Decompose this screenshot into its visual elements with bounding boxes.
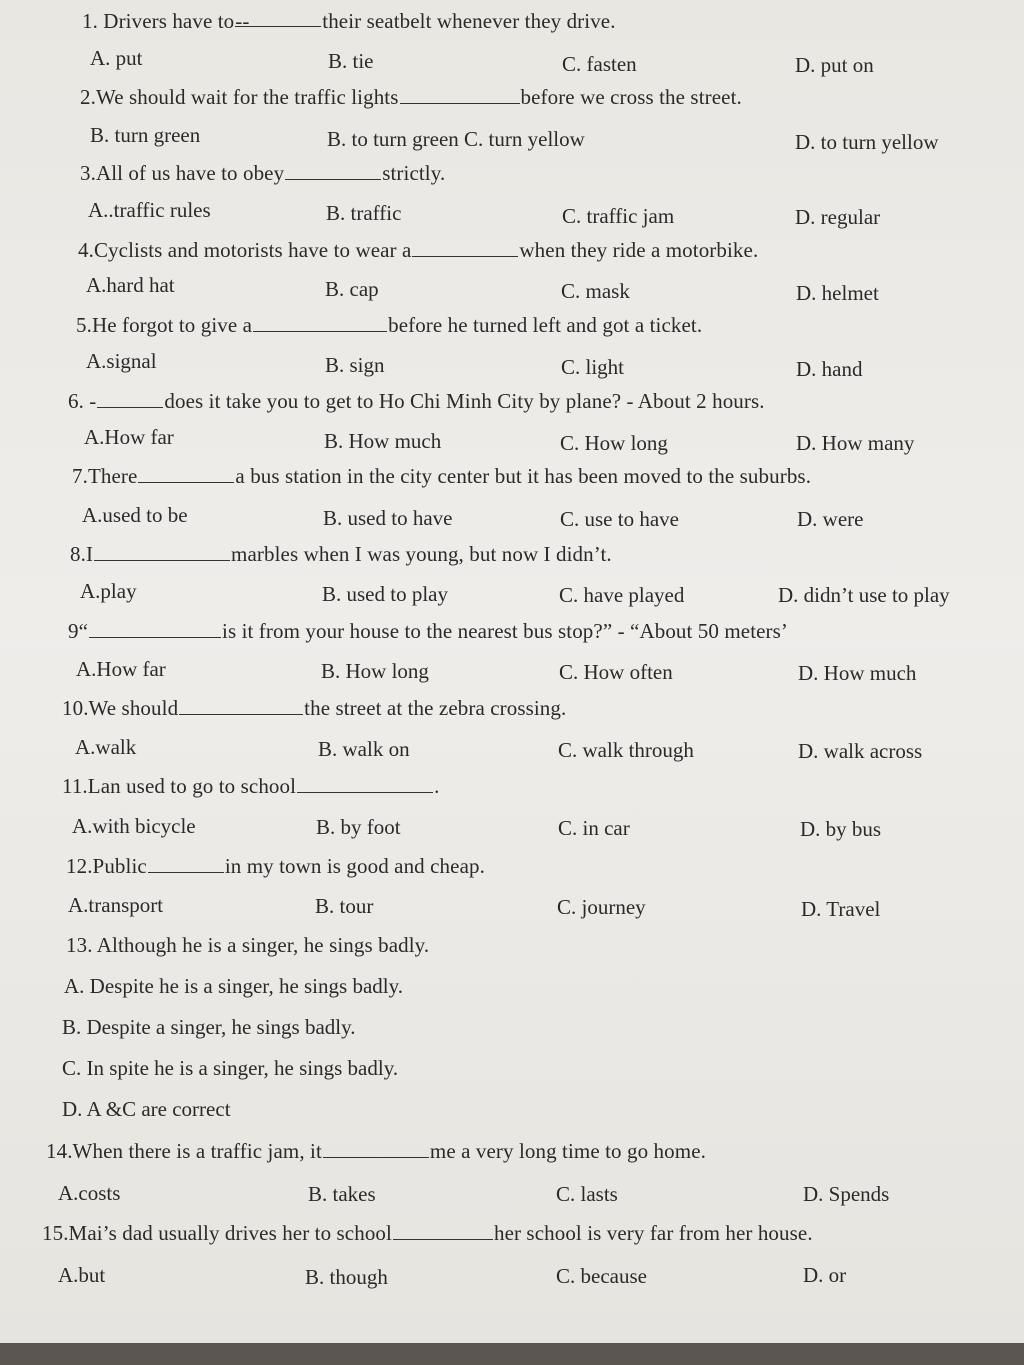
option-a: A.How far [84,425,174,449]
option-a: A. put [90,46,143,70]
option-d: D. Travel [801,897,881,921]
option-a: A.but [58,1263,106,1287]
question-5 [76,312,702,338]
question-text: 5.He forgot to give a [76,313,253,337]
option-c: C. traffic jam [562,204,675,228]
question-text: 14.When there is a traffic jam, it [46,1139,322,1163]
question-text: before he turned left and got a ticket. [388,313,703,337]
option-b: B. traffic [326,201,402,225]
question-text: 13. Although he is a singer, he sings badly. [66,933,430,957]
option-a: A.signal [86,349,157,373]
answer-blank [253,313,387,332]
question-text: is it from your house to the nearest bus stop?” - “About 50 meters’ [222,619,789,643]
option-b: B. used to play [322,582,448,606]
option-d: D. by bus [800,817,882,841]
answer-blank [235,8,321,33]
option-c: C. In spite he is a singer, he sings badly. [62,1056,399,1080]
answer-blank [393,1221,493,1240]
question-3 [80,160,445,186]
option-a: A.walk [75,735,137,759]
option-b: B. Despite a singer, he sings badly. [62,1015,356,1039]
option-d: D. walk across [798,739,923,763]
option-c: C. mask [561,279,630,303]
question-text: 15.Mai’s dad usually drives her to school [42,1221,392,1245]
option-a: A.costs [58,1181,121,1205]
option-d: D. Spends [803,1182,890,1206]
question-text: 8.I [70,542,94,566]
option-b: B. tie [328,49,374,73]
option-b-c: B. to turn green C. turn yellow [327,127,585,151]
question-text: me a very long time to go home. [429,1139,706,1163]
option-b: B. tour [315,894,374,918]
answer-blank [400,85,520,104]
question-9 [68,618,788,644]
question-text: 2.We should wait for the traffic lights [80,85,399,109]
option-c: C. walk through [558,738,694,762]
question-text: their seatbelt whenever they drive. [322,9,616,33]
question-text: 1. Drivers have to [82,9,235,33]
option-c: C. How often [559,660,673,684]
question-7 [72,463,811,489]
option-b: B. by foot [316,815,401,839]
question-text: 6. - [68,389,97,413]
option-a: A.with bicycle [72,814,196,838]
answer-blank [89,619,221,638]
question-text: 10.We should [62,696,179,720]
question-text: in my town is good and cheap. [224,854,485,878]
option-a: A.transport [68,893,164,917]
option-d: D. were [797,507,864,531]
question-text: 9“ [68,619,89,643]
option-d: D. A &C are correct [62,1097,231,1121]
option-b: B. though [305,1265,388,1289]
option-b: B. takes [308,1182,376,1206]
question-8 [70,541,612,567]
question-text: before we cross the street. [520,85,742,109]
option-a: A. Despite he is a singer, he sings badly. [64,974,403,998]
question-text: when they ride a motorbike. [519,238,759,262]
question-text: strictly. [382,161,446,185]
option-d: D. didn’t use to play [778,583,950,607]
option-c: C. How long [560,431,668,455]
option-a: A.How far [76,657,166,681]
answer-blank [138,464,234,483]
answer-blank [297,774,433,793]
question-text: 4.Cyclists and motorists have to wear a [78,238,412,262]
answer-blank [285,161,381,180]
option-a: A..traffic rules [88,198,211,222]
option-d: D. to turn yellow [795,130,939,154]
answer-blank [148,854,224,873]
option-b: B. sign [325,353,385,377]
question-text: the street at the zebra crossing. [304,696,567,720]
question-13 [66,932,429,958]
question-14 [46,1138,706,1164]
option-c: C. because [556,1264,647,1288]
option-b: B. cap [325,277,379,301]
option-b: B. walk on [318,737,410,761]
option-a: A.play [80,579,137,603]
page-bottom-shadow [0,1343,1024,1365]
question-text: 12.Public [66,854,147,878]
answer-blank [179,696,303,715]
answer-blank [97,389,163,408]
option-c: C. fasten [562,52,637,76]
option-d: D. helmet [796,281,879,305]
option-c: C. journey [557,895,646,919]
question-6 [68,388,765,414]
option-c: C. in car [558,816,630,840]
option-c: C. have played [559,583,685,607]
question-text: marbles when I was young, but now I didn’t. [231,542,612,566]
question-4 [78,237,758,263]
option-b: B. How much [324,429,442,453]
option-d: D. or [803,1263,847,1287]
question-text: . [434,774,440,798]
question-1 [82,8,616,34]
question-2 [80,84,742,110]
question-15 [42,1220,813,1246]
answer-blank [94,542,230,561]
question-10 [62,695,566,721]
question-text: her school is very far from her house. [493,1221,813,1245]
option-c: C. light [561,355,625,379]
option-a: A.used to be [82,503,188,527]
option-d: D. How much [798,661,917,685]
option-c: C. lasts [556,1182,618,1206]
answer-blank [412,238,518,257]
option-a: A.hard hat [86,273,175,297]
option-d: D. hand [796,357,863,381]
question-text: 3.All of us have to obey [80,161,285,185]
answer-blank [323,1139,429,1158]
question-text: does it take you to get to Ho Chi Minh City by plane? - About 2 hours. [164,389,765,413]
option-c: C. use to have [560,507,679,531]
question-text: a bus station in the city center but it has been moved to the suburbs. [235,464,812,488]
question-12 [66,853,485,879]
option-d: D. regular [795,205,881,229]
option-b: B. used to have [323,506,453,530]
option-b: B. How long [321,659,429,683]
question-text: 7.There [72,464,138,488]
blank-mark: -- [235,9,250,33]
question-11 [62,773,439,799]
question-text: 11.Lan used to go to school [62,774,297,798]
option-b: B. turn green [90,123,201,147]
option-d: D. put on [795,53,874,77]
option-d: D. How many [796,431,915,455]
